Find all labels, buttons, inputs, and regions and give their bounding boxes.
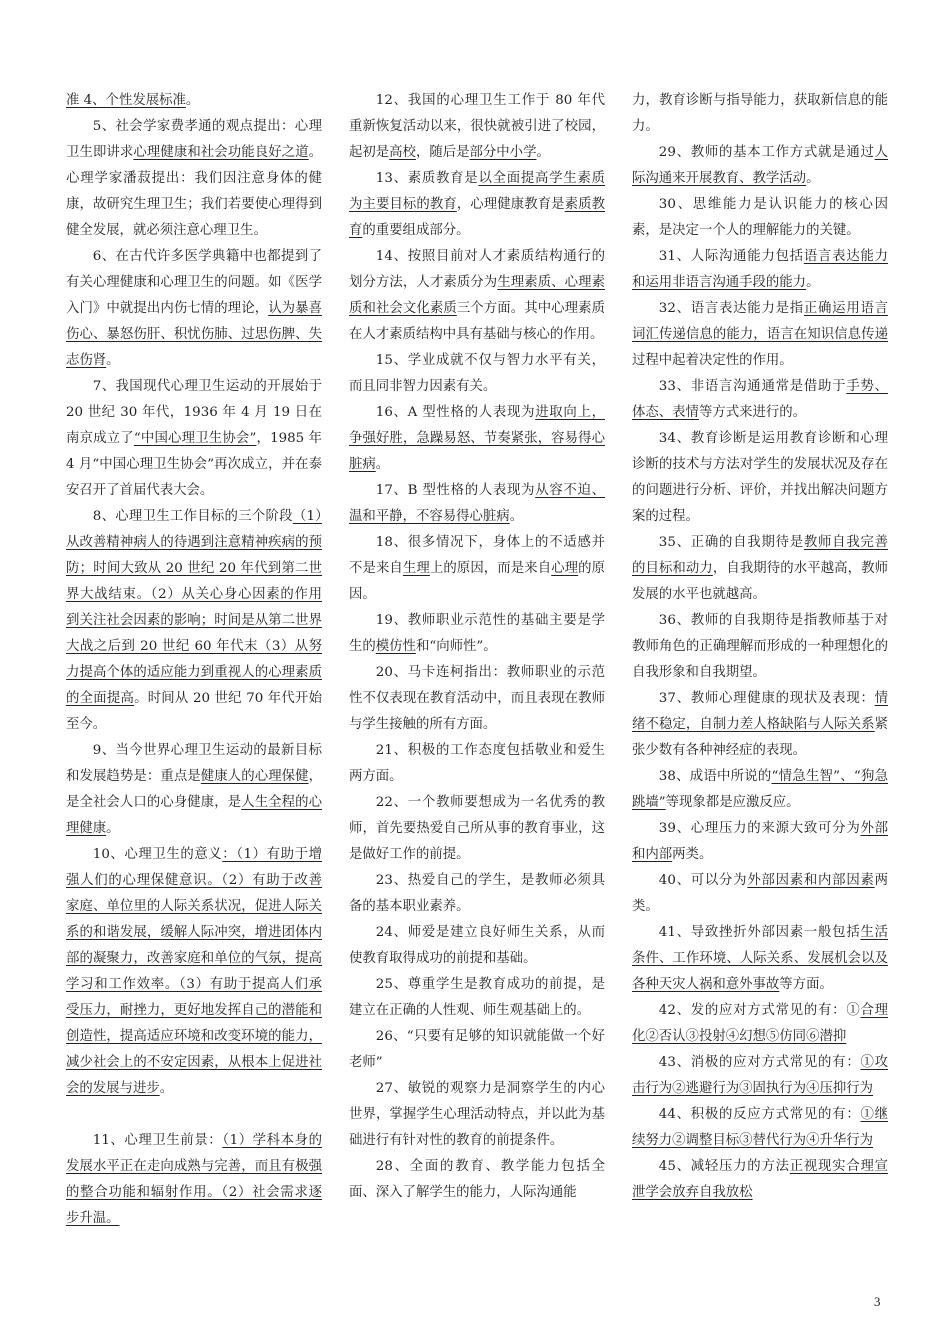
paragraph — [632, 296, 888, 374]
text-run: 。 — [375, 457, 390, 472]
text-run: 20、马卡连柯指出：教师职业的示范性不仅表现在教育活动中，而且表现在教师与学生接触的所有方面。 — [349, 665, 605, 732]
text-run: 11、心理卫生前景： — [92, 1133, 223, 1148]
column-right — [632, 88, 888, 1206]
text-run: ，随后是 — [415, 145, 470, 160]
underlined-text: 进取向上，争强好胜，急躁易怒、节奏紧张，容易得心脏病 — [349, 405, 606, 472]
column-left — [66, 88, 322, 1232]
underlined-text: 生理 — [402, 561, 430, 576]
paragraph — [349, 868, 605, 920]
underlined-text: 高校 — [389, 145, 416, 160]
text-run: 。 — [536, 145, 550, 160]
underlined-text: 外部因素和内部因素 — [747, 873, 875, 888]
text-run: 39、心理压力的来源大致可分为 — [658, 821, 861, 836]
paragraph — [349, 166, 605, 244]
paragraph — [349, 88, 605, 166]
text-run: 32、语言表达能力是指 — [658, 301, 804, 316]
paragraph — [632, 920, 888, 998]
text-run: 35、正确的自我期待是 — [658, 535, 804, 550]
text-run: 三个方面。其中心理素质在人才素质结构中具有基础与核心的作用。 — [349, 301, 606, 342]
paragraph — [349, 972, 605, 1024]
text-run: 力，教育诊断与指导能力，获取新信息的能力。 — [632, 93, 888, 134]
underlined-text: ：（1）有助于增强人们的心理保健意识。（2）有助于改善家庭、单位里的人际关系状况，促进人际关系的和谐发展，缓解人际冲突，增进团体内部的凝聚力，改善家庭和单位的气氛，提高学习和工作效率。（3）有助于提高人们承受压力，耐挫力，更好地发挥自己的潜能和创造性，提高适应环境和改变环境的能力，减少社会上的不安定因素，从根本上促进社会的发展与进步 — [66, 847, 322, 1096]
paragraph — [632, 1154, 888, 1206]
paragraph — [349, 1024, 605, 1076]
underlined-text: 手势、体态、表情 — [632, 379, 889, 420]
text-run: 17、B 型性格的人表现为 — [375, 483, 536, 498]
text-run: 过程中起着决定性的作用。 — [632, 353, 793, 368]
text-run: 28、全面的教育、教学能力包括全面、深入了解学生的能力，人际沟通能 — [349, 1159, 605, 1200]
text-run: 。 — [806, 171, 820, 186]
text-run: 36、教师的自我期待是指教师基于对教师角色的正确理解而形成的一种理想化的自我形象和自我期望。 — [632, 613, 888, 680]
text-run: 10、心理卫生的意义 — [92, 847, 223, 862]
text-run: 29、教师的基本工作方式就是通过 — [658, 145, 875, 160]
paragraph — [632, 686, 888, 764]
text-run: 。 — [106, 821, 120, 836]
text-run: 27、敏锐的观察力是洞察学生的内心世界，掌握学生心理活动特点，并以此为基础进行有针对性的教育的前提条件。 — [349, 1081, 605, 1148]
text-run: 34、教育诊断是运用教育诊断和心理诊断的技术与方法对学生的发展状况及存在的问题进行分析、评价，并找出解决问题方案的过程。 — [632, 431, 888, 524]
text-run: 的原因。 — [349, 561, 606, 602]
underlined-text: 部分中小学 — [469, 145, 537, 160]
underlined-text: ①攻击行为②逃避行为③固执行为④压抑行为 — [632, 1055, 889, 1096]
paragraph — [632, 244, 888, 296]
paragraph — [632, 608, 888, 686]
text-run: 37、教师心理健康的现状及表现： — [658, 691, 875, 706]
text-run: 。 — [509, 509, 524, 524]
paragraph — [66, 504, 322, 738]
paragraph — [349, 920, 605, 972]
text-run: ，自我期待的水平越高，教师发展的水平也就越高。 — [632, 561, 889, 602]
paragraph — [349, 608, 605, 660]
paragraph — [66, 842, 322, 1102]
paragraph — [66, 1128, 322, 1232]
text-run: ，1985 年 4 月“中国心理卫生协会”再次成立，并在泰安召开了首届代表大会。 — [66, 431, 323, 498]
underlined-text: （1）从改善精神病人的待遇到注意精神疾病的预防；时间大致从 20 世纪 20 年代到第二世界大战结束。（2）从关心身心因素的作用到关注社会因素的影响；时间是从第二世界大战之后到 20 世纪 60 年代末（3）从努力提高个体的适应能力到重视人的心理素质的全面提高 — [66, 509, 322, 706]
paragraph — [632, 764, 888, 816]
underlined-text: 正视现实合理宣泄学会放弃自我放松 — [632, 1159, 889, 1200]
text-run: 等现象都是应激反应。 — [665, 795, 800, 810]
paragraph — [632, 140, 888, 192]
underlined-text: 素质教育 — [349, 197, 606, 238]
underlined-text: 语言表达能力和运用非语言沟通手段的能力 — [632, 249, 888, 290]
paragraph — [66, 244, 322, 374]
text-run: 26、“只要有足够的知识就能做一个好老师” — [349, 1029, 605, 1070]
underlined-text: 以全面提高学生素质为主要目标的教育 — [349, 171, 605, 212]
underlined-text: 外部和内部 — [632, 821, 889, 862]
paragraph — [632, 1050, 888, 1102]
text-run: ，心理健康教育是 — [456, 197, 565, 212]
text-run: 12、我国的心理卫生工作于 80 年代重新恢复活动以来，很快就被引进了校园，起初是 — [349, 93, 605, 160]
underlined-text: 健康人的心理保健 — [200, 769, 309, 784]
text-run: 24、师爱是建立良好师生关系，从而使教育取得成功的前提和基础。 — [349, 925, 605, 966]
paragraph — [349, 790, 605, 868]
paragraph — [349, 348, 605, 400]
paragraph — [349, 244, 605, 348]
text-run: 30、思维能力是认识能力的核心因素，是决定一个人的理解能力的关键。 — [632, 197, 888, 238]
paragraph — [349, 478, 605, 530]
underlined-text: 正确运用语言词汇传递信息的能力，语言在知识信息传递 — [632, 301, 888, 342]
paragraph — [632, 816, 888, 868]
paragraph — [349, 1076, 605, 1154]
text-run: 9、当今世界心理卫生运动的最新目标和发展趋势是：重点是 — [66, 743, 322, 784]
underlined-text: 情绪不稳定，自制力差人格缺陷与人际关系 — [632, 691, 888, 732]
text-run: 两类。 — [672, 847, 713, 862]
paragraph — [66, 88, 322, 114]
text-run: 44、积极的反应方式常见的有： — [658, 1107, 861, 1122]
underlined-text: 人生全程的心理健康 — [66, 795, 323, 836]
underlined-text: 教师自我完善的目标和动力 — [632, 535, 888, 576]
text-run: 等方面。 — [779, 977, 833, 992]
text-run: 45、减轻压力的方法 — [658, 1159, 790, 1174]
underlined-text: （1）学科本身的发展水平正在走向成熟与完善，而且有极强的整合功能和辐射作用。（2）社会需求逐步升温。 — [66, 1133, 322, 1226]
paragraph — [632, 998, 888, 1050]
underlined-text: 生理素质、心理素质和社会文化素质 — [349, 275, 606, 316]
text-run: 两类。 — [632, 873, 888, 914]
text-run: 5、社会学家费孝通的观点提出：心理卫生即讲求 — [66, 119, 322, 160]
paragraph — [349, 530, 605, 608]
paragraph — [632, 374, 888, 426]
text-run: 25、尊重学生是教育成功的前提，是建立在正确的人性观、师生观基础上的。 — [349, 977, 605, 1018]
text-run: 23、热爱自己的学生，是教师必须具备的基本职业素养。 — [349, 873, 605, 914]
text-run: 紧张少数有各种神经症的表现。 — [632, 717, 888, 758]
paragraph — [632, 530, 888, 608]
paragraph — [349, 1154, 605, 1206]
paragraph — [349, 660, 605, 738]
text-run: ，是全社会人口的心身健康，是 — [66, 769, 323, 810]
text-run: 。时间从 20 世纪 70 年代开始至今。 — [66, 691, 322, 732]
paragraph — [632, 426, 888, 530]
paragraph — [349, 738, 605, 790]
underlined-text: 人际沟通来开展教育、教学活动 — [632, 145, 888, 186]
underlined-text: 从容不迫、温和平静，不容易得心脏病 — [349, 483, 605, 524]
text-run: 40、可以分为 — [658, 873, 748, 888]
text-run: 38、成语中所说的 — [658, 769, 772, 784]
underlined-text: 模仿性 — [375, 639, 416, 654]
text-run: 7、我国现代心理卫生运动的开展始于 20 世纪 30 年代，1936 年 4 月 19 日在南京成立了 — [66, 379, 322, 446]
text-run: 43、消极的应对方式常见的有： — [658, 1055, 861, 1070]
text-run: 等方式来进行的。 — [698, 405, 807, 420]
text-run: 42、发的应对方式常见的有：① — [658, 1003, 861, 1018]
text-run: 上的原因，而是来自 — [429, 561, 552, 576]
text-run: 的重要组成部分。 — [362, 223, 470, 238]
text-run: 6、在古代许多医学典籍中也都提到了有关心理健康和心理卫生的问题。如《医学入门》中就提出内伤七情的理论， — [66, 249, 322, 316]
paragraph — [632, 88, 888, 140]
column-middle — [349, 88, 605, 1206]
page-number: 3 — [874, 1294, 881, 1309]
text-run: 21、积极的工作态度包括敬业和爱生两方面。 — [349, 743, 605, 784]
text-run: 。 — [106, 353, 120, 368]
underlined-text: 合理化②否认③投射④幻想⑤仿同⑥潜抑 — [632, 1003, 889, 1044]
text-run: 15、学业成就不仅与智力水平有关，而且同非智力因素有关。 — [349, 353, 605, 394]
underlined-text: 准 4、个性发展标准 — [66, 93, 186, 108]
text-run: 33、非语言沟通通常是借助于 — [658, 379, 847, 394]
text-run: 14、按照目前对人才素质结构通行的划分方法，人才素质分为 — [349, 249, 605, 290]
paragraph — [66, 374, 322, 504]
text-run: 41、导致挫折外部因素一般包括 — [658, 925, 861, 940]
underlined-text: “情急生智”、“狗急跳墙” — [632, 769, 888, 810]
text-run: 19、教师职业示范性的基础主要是学生的 — [349, 613, 605, 654]
text-run: 。 — [185, 93, 200, 108]
paragraph — [632, 868, 888, 920]
underlined-text: 认为暴喜伤心、暴怒伤肝、积忧伤肺、过思伤脾、失志伤肾 — [66, 301, 323, 368]
underlined-text: 心理 — [551, 561, 579, 576]
text-run: 22、一个教师要想成为一名优秀的教师，首先要热爱自己所从事的教育事业，这是做好工作的前提。 — [349, 795, 605, 862]
paragraph — [66, 738, 322, 842]
underlined-text: “中国心理卫生协会” — [133, 431, 257, 446]
text-run: 。 — [159, 1081, 174, 1096]
paragraph — [66, 114, 322, 244]
text-run: 。 — [806, 275, 820, 290]
text-run: 31、人际沟通能力包括 — [658, 249, 804, 264]
underlined-text: ①继续努力②调整目标③替代行为④升华行为 — [632, 1107, 889, 1148]
paragraph — [349, 400, 605, 478]
text-run: 16、A 型性格的人表现为 — [375, 405, 536, 420]
underlined-text: 生活条件、工作环境、人际关系、发展机会以及各种天灾人祸和意外事故 — [632, 925, 889, 992]
paragraph — [632, 1102, 888, 1154]
text-run: 18、很多情况下，身体上的不适感并不是来自 — [349, 535, 605, 576]
underlined-text: 心理健康和社会功能良好之道 — [133, 145, 309, 160]
text-run: 13、素质教育是 — [375, 171, 479, 186]
text-run: 8、心理卫生工作目标的三个阶段 — [92, 509, 293, 524]
text-run: 。心理学家潘菽提出：我们因注意身体的健康，故研究生理卫生；我们若要使心理得到健全发展，就必须注意心理卫生。 — [66, 145, 323, 238]
paragraph — [632, 192, 888, 244]
text-run: 和“向师性”。 — [415, 639, 497, 654]
